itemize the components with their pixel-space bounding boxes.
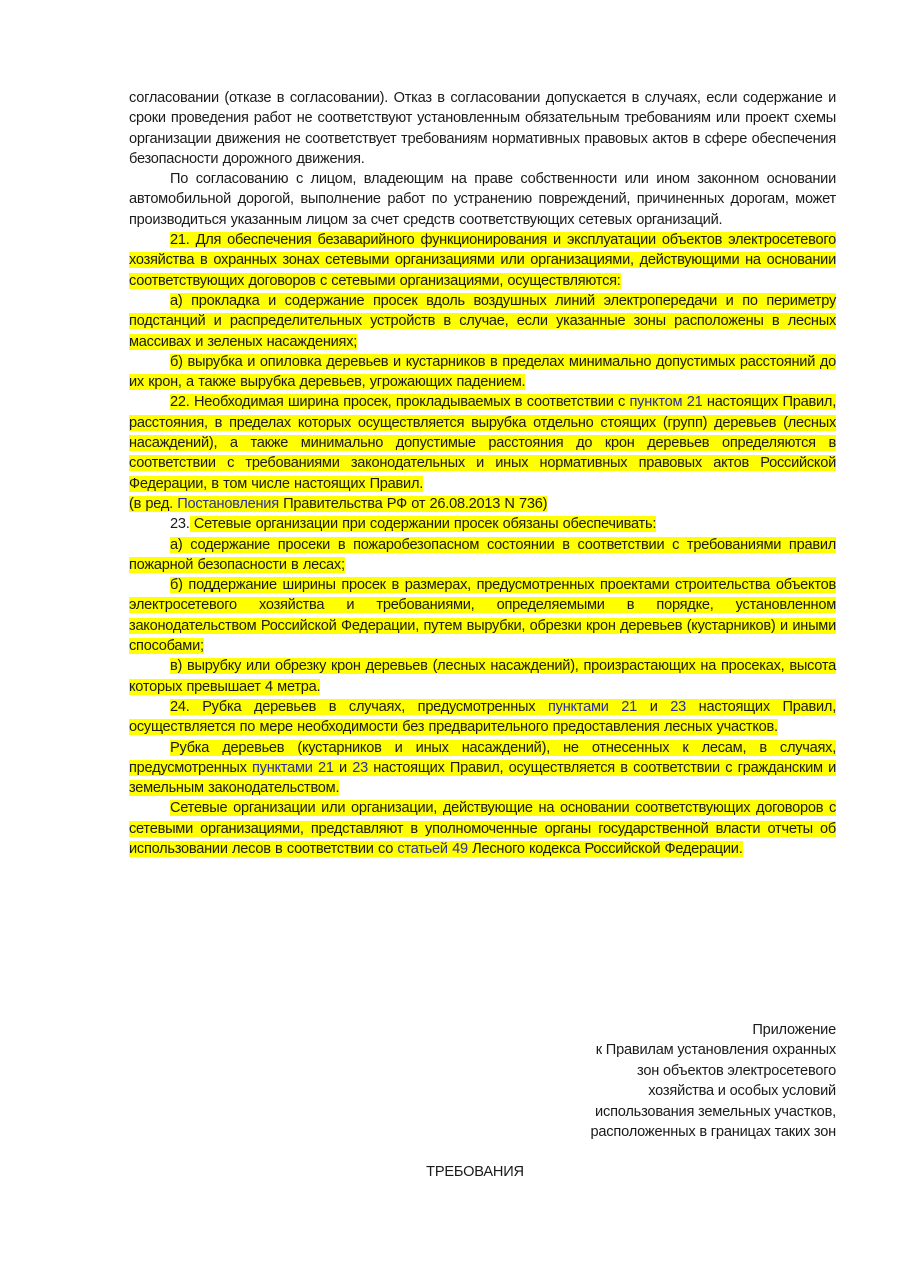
appendix-line: зон объектов электросетевого xyxy=(637,1062,836,1079)
clause-23 xyxy=(129,514,836,534)
highlighted-text: б) вырубка и опиловка деревьев и кустарников в пределах минимально допустимых расстояний до их крон, а также вырубка деревьев, угрожающих падением. xyxy=(129,353,836,391)
link-point-23[interactable]: 23 xyxy=(670,698,686,715)
clause-24 xyxy=(129,697,836,738)
clause-23-text: Сетевые организации при содержании просек обязаны обеспечивать: xyxy=(189,516,657,533)
paragraph-approval-refusal: согласовании (отказе в согласовании). Отказ в согласовании допускается в случаях, если содержание и сроки проведения работ не соответствуют установленным обязательным требованиям или проект схемы организации движения не соответствует требованиям нормативных правовых актов в сфере обеспечения безопасности дорожного движения. xyxy=(129,90,836,167)
link-points-21[interactable]: пунктами 21 xyxy=(548,698,638,715)
clause-24-text-start: 24. Рубка деревьев в случаях, предусмотренных xyxy=(170,698,548,715)
clause-24-text-end: настоящих Правил, осуществляется по мере необходимости без предварительного предоставления лесных участков. xyxy=(129,698,836,736)
appendix-line: расположенных в границах таких зон xyxy=(590,1124,836,1141)
clause-24b-and: и xyxy=(333,759,353,776)
highlighted-text: в) вырубку или обрезку крон деревьев (лесных насаждений), произрастающих на просеках, высота которых превышает 4 метра. xyxy=(129,658,836,695)
highlighted-text: 21. Для обеспечения безаварийного функционирования и эксплуатации объектов электросетевого хозяйства в охранных зонах сетевыми организациями или организациями, действующими на основании соответствующих договоров с сетевыми организациями, осуществляются: xyxy=(129,232,836,289)
appendix-line: Приложение xyxy=(752,1022,836,1038)
paragraph-road-damage: По согласованию с лицом, владеющим на праве собственности или ином законном основании автомобильной дорогой, выполнение работ по устранению повреждений, причиненных дорогам, может производиться указанным лицом за счет средств соответствующих сетевых организаций. xyxy=(129,171,836,228)
clause-23-number: 23. xyxy=(170,516,190,533)
clause-21a xyxy=(129,291,836,352)
highlighted-text: а) прокладка и содержание просек вдоль воздушных линий электропередачи и по периметру подстанций и распределительных устройств в случае, если указанные зоны расположены в лесных массивах и зеленых насаждениях; xyxy=(129,292,836,350)
clause-24-non-forest xyxy=(129,738,836,799)
link-resolution[interactable]: Постановления xyxy=(177,495,279,512)
link-article-49[interactable]: статьей 49 xyxy=(397,840,468,857)
clause-24-reports xyxy=(129,798,836,859)
clause-22 xyxy=(129,392,836,493)
edit-note-start: (в ред. xyxy=(129,495,178,512)
clause-21 xyxy=(129,230,836,291)
clause-22-text-end: настоящих Правил, расстояния, в пределах которых осуществляется вырубка отдельно стоящих (групп) деревьев (лесных насаждений), а также минимально допустимые расстояния до крон деревьев определяются в соответствии с требованиями законодательных и иных нормативных правовых актов Российской Федерации, в том числе настоящих Правил. xyxy=(129,394,836,492)
clause-21b xyxy=(129,352,836,393)
appendix-line: использования земельных участков, xyxy=(595,1103,836,1120)
link-point-21[interactable]: пунктом 21 xyxy=(629,394,703,411)
highlighted-text: а) содержание просеки в пожаробезопасном состоянии в соответствии с требованиями правил пожарной безопасности в лесах; xyxy=(129,536,836,573)
clause-24c-text-end: Лесного кодекса Российской Федерации. xyxy=(467,840,743,857)
clause-24b-text-start: Рубка деревьев (кустарников и иных насаждений), не отнесенных к лесам, в случаях, предусмотренных xyxy=(129,739,836,776)
appendix-line: к Правилам установления охранных xyxy=(595,1042,836,1059)
clause-23c xyxy=(129,656,836,697)
clause-24-and: и xyxy=(637,698,671,715)
highlighted-text: б) поддержание ширины просек в размерах, предусмотренных проектами строительства объектов электросетевого хозяйства и требованиями, определяемыми в порядке, установленном законодательством Российской Федерации, путем вырубки, обрезки крон деревьев (кустарников) и иными способами; xyxy=(129,577,836,655)
clause-22-text-start: 22. Необходимая ширина просек, прокладываемых в соответствии с xyxy=(170,394,630,411)
clause-23b xyxy=(129,575,836,656)
appendix-header xyxy=(536,1020,836,1142)
clause-24c-text-start: Сетевые организации или организации, действующие на основании соответствующих договоров с сетевыми организациями, представляют в уполномоченные органы государственной власти отчеты об использовании лесов в соответствии со xyxy=(129,800,836,857)
edit-note-end: Правительства РФ от 26.08.2013 N 736) xyxy=(278,495,548,512)
link-point-23[interactable]: 23 xyxy=(352,759,368,776)
clause-24b-text-end: настоящих Правил, осуществляется в соответствии с гражданским и земельным законодательством. xyxy=(129,759,837,797)
edit-note xyxy=(129,494,836,514)
clause-23a xyxy=(129,535,836,576)
link-points-21[interactable]: пунктами 21 xyxy=(252,759,334,776)
section-title: ТРЕБОВАНИЯ xyxy=(426,1164,524,1180)
appendix-line: хозяйства и особых условий xyxy=(648,1083,836,1100)
document-page xyxy=(129,88,836,859)
